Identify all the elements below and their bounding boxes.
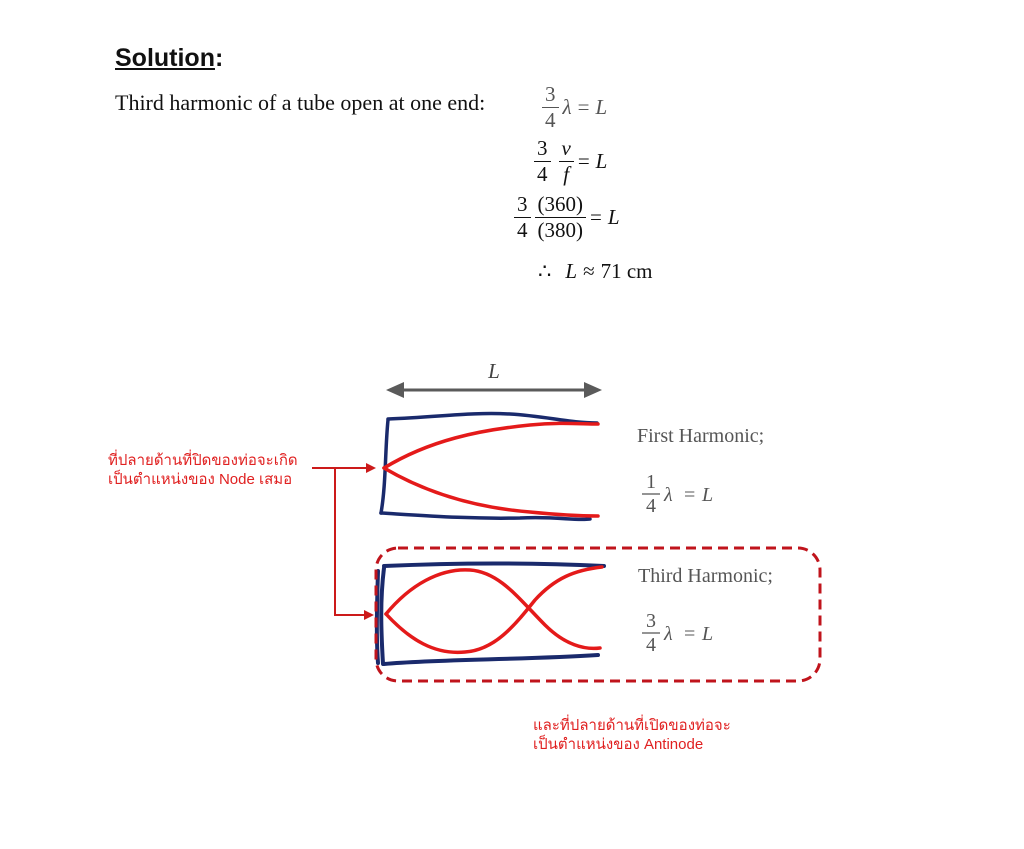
third-harmonic-wave [386, 567, 602, 652]
fraction: $\frac{3}{4}$ [514, 194, 531, 241]
svg-text:L: L [702, 623, 714, 645]
length-label: L [488, 359, 500, 383]
equation-values: $\frac{3}{4}$ $\frac{(360)}{(380)}$ = L [510, 194, 620, 241]
svg-text:=: = [684, 484, 696, 506]
open-end-note: และที่ปลายด้านที่เปิดของท่อจะ เป็นตำแหน่งของ Antinode [533, 717, 731, 753]
svg-text:L: L [702, 484, 714, 506]
svg-text:1: 1 [646, 471, 656, 493]
problem-statement: Third harmonic of a tube open at one end: [115, 90, 486, 115]
therefore-symbol: ∴ [538, 259, 552, 283]
svg-text:λ: λ [664, 484, 673, 506]
annotation-arrows [312, 468, 374, 615]
third-harmonic-title: Third Harmonic; [638, 565, 773, 587]
svg-text:3: 3 [646, 610, 656, 632]
result-equation: ∴ L ≈ 71 cm [538, 259, 653, 283]
solution-heading: Solution: [115, 44, 224, 72]
svg-text:4: 4 [646, 495, 656, 517]
svg-text:λ: λ [664, 623, 673, 645]
third-harmonic-equation [642, 610, 713, 656]
first-harmonic-equation [642, 471, 713, 517]
svg-text:4: 4 [646, 634, 656, 656]
third-harmonic-tube [377, 563, 604, 664]
closed-end-note: ที่ปลายด้านที่ปิดของท่อจะเกิด เป็นตำแหน่งของ Node เสมอ [108, 452, 298, 488]
fraction: $\frac{3}{4}$ [534, 138, 551, 185]
svg-text:=: = [684, 623, 696, 645]
fraction-values: $\frac{(360)}{(380)}$ [535, 194, 587, 241]
length-arrow [386, 382, 602, 398]
fraction: $\frac{3}{4}$ [542, 84, 559, 131]
fraction-v-over-f: $\frac{v}{f}$ [559, 138, 574, 185]
first-harmonic-title: First Harmonic; [637, 425, 765, 447]
equation-substitute-v-f: $\frac{3}{4}$ $\frac{v}{f}$ = L [530, 138, 607, 185]
equation-third-harmonic: $\frac{3}{4}$ λ = L [538, 84, 607, 131]
lambda-symbol: λ [562, 95, 572, 119]
first-harmonic-wave [384, 423, 598, 516]
